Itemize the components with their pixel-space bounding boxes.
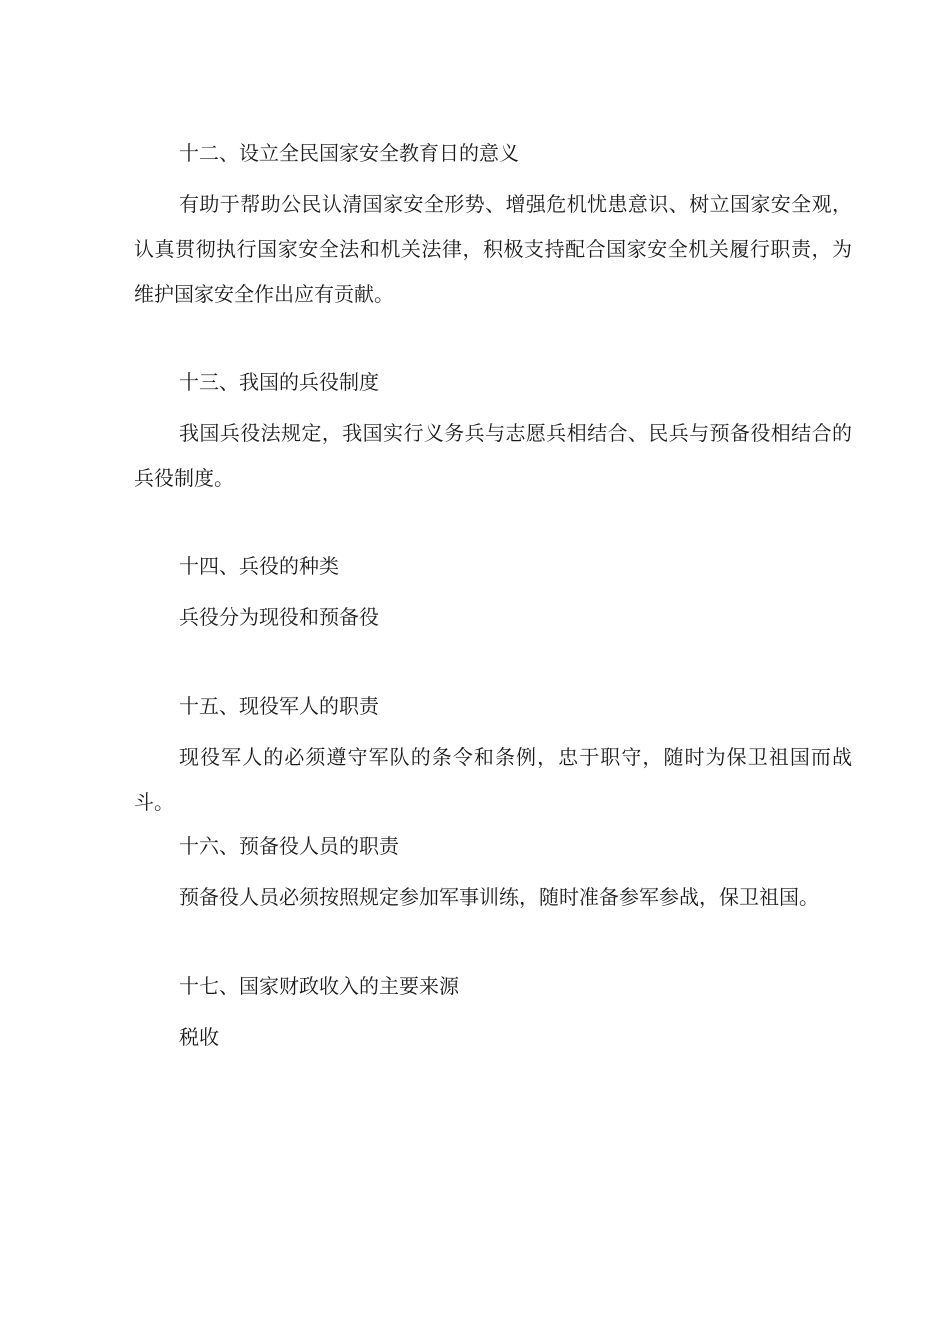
- section-heading: 十三、我国的兵役制度: [179, 370, 379, 394]
- section-body: 税收: [179, 1025, 219, 1049]
- section-military-service-types: [134, 551, 852, 640]
- section-body: 有助于帮助公民认清国家安全形势、增强危机忧患意识、树立国家安全观，认真贯彻执行国家安全法和机关法律，积极支持配合国家安全机关履行职责，为维护国家安全作出应有贡献。: [134, 192, 852, 306]
- section-national-security-education-day: [134, 138, 852, 317]
- section-military-service-system: [134, 367, 852, 501]
- section-heading: 十四、兵役的种类: [179, 554, 339, 578]
- section-body: 预备役人员必须按照规定参加军事训练，随时准备参军参战，保卫祖国。: [179, 885, 819, 909]
- section-heading: 十七、国家财政收入的主要来源: [179, 974, 459, 998]
- section-active-duty-duties: [134, 691, 852, 825]
- section-heading: 十二、设立全民国家安全教育日的意义: [179, 141, 519, 165]
- section-body: 兵役分为现役和预备役: [179, 605, 379, 629]
- section-body: 我国兵役法规定，我国实行义务兵与志愿兵相结合、民兵与预备役相结合的兵役制度。: [134, 421, 852, 490]
- section-heading: 十五、现役军人的职责: [179, 694, 379, 718]
- section-fiscal-revenue-source: [134, 971, 852, 1060]
- section-heading: 十六、预备役人员的职责: [179, 834, 399, 858]
- section-body: 现役军人的必须遵守军队的条令和条例，忠于职守，随时为保卫祖国而战斗。: [134, 745, 852, 814]
- section-reserve-duties: [134, 831, 852, 920]
